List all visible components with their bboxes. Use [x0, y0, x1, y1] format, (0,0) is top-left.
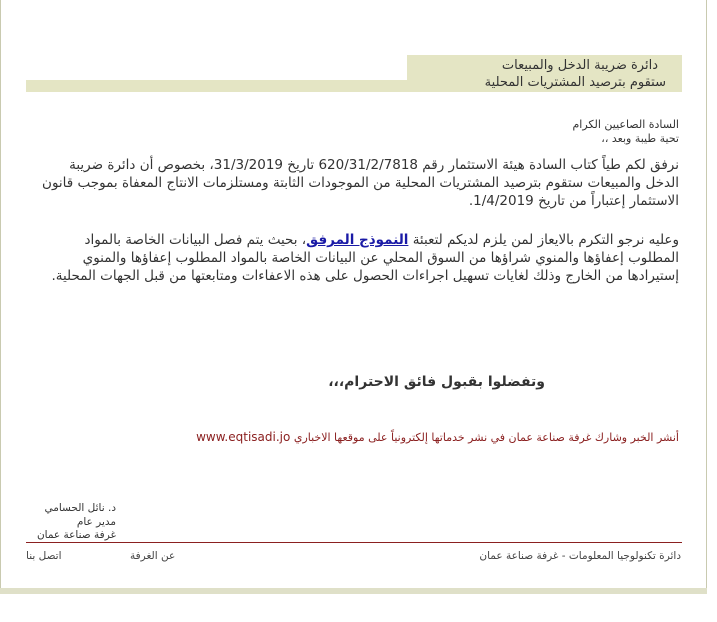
signature-block: [22, 502, 116, 543]
header-subtitle: ستقوم بترصيد المشتريات المحلية: [484, 75, 666, 90]
greeting: [572, 118, 679, 146]
closing-remark: وتفضلوا بقبول فائق الاحترام،،،: [328, 374, 545, 390]
footer-department: دائرة تكنولوجيا المعلومات - غرفة صناعة عمان: [479, 550, 681, 562]
header-banner: [26, 55, 682, 92]
signature-org: غرفة صناعة عمان: [36, 529, 116, 541]
paragraph-2: [34, 231, 679, 285]
footer-divider: [26, 542, 682, 543]
attached-form-link[interactable]: النموذج المرفق: [306, 232, 409, 248]
paragraph-1: نرفق لكم طياً كتاب السادة هيئة الاستثمار رقم 620/31/2/7818 تاريخ 31/3/2019، بخصوص أن دائرة ضريبة الدخل والمبيعات ستقوم بترصيد المشتريات المحلية من الموجودات الثابتة ومستلزمات الانتاج المعفاة بموجب قانون الاستثمار إعتباراً من تاريخ 1/4/2019.: [42, 157, 679, 209]
greeting-line-1: السادة الصاعيين الكرام: [572, 118, 679, 131]
share-site-link[interactable]: www.eqtisadi.jo: [196, 430, 291, 444]
footer-about-link[interactable]: عن الغرفة: [130, 550, 176, 562]
paragraph-2-intro: وعليه نرجو التكرم بالايعاز لمن يلزم لديكم لتعبئة: [408, 232, 679, 248]
footer-contact-link[interactable]: اتصل بنا: [26, 550, 62, 562]
share-text: أنشر الخبر وشارك غرفة صناعة عمان في نشر خدماتها إلكترونياً على موقعها الاخباري: [293, 431, 679, 444]
share-notice: [196, 430, 679, 444]
paragraph-2-body: ، بحيث يتم فصل البيانات الخاصة بالمواد المطلوب إعفاؤها والمنوي شراؤها من السوق المحلي عن البيانات الخاصة بالمواد المطلوب إعفاؤها والمنوي إستيرادها من الخارج وذلك لغايات تسهيل اجراءات الحصول على هذه الاعفاءات ومتابعتها من قبل الجهات المحلية.: [51, 232, 679, 284]
header-title: دائرة ضريبة الدخل والمبيعات: [501, 58, 658, 73]
page-frame-bottom: [0, 588, 707, 594]
signature-title: مدير عام: [76, 515, 116, 528]
greeting-line-2: تحية طيبة وبعد ،،: [601, 132, 679, 145]
signature-name: د. نائل الحسامي: [44, 502, 116, 514]
